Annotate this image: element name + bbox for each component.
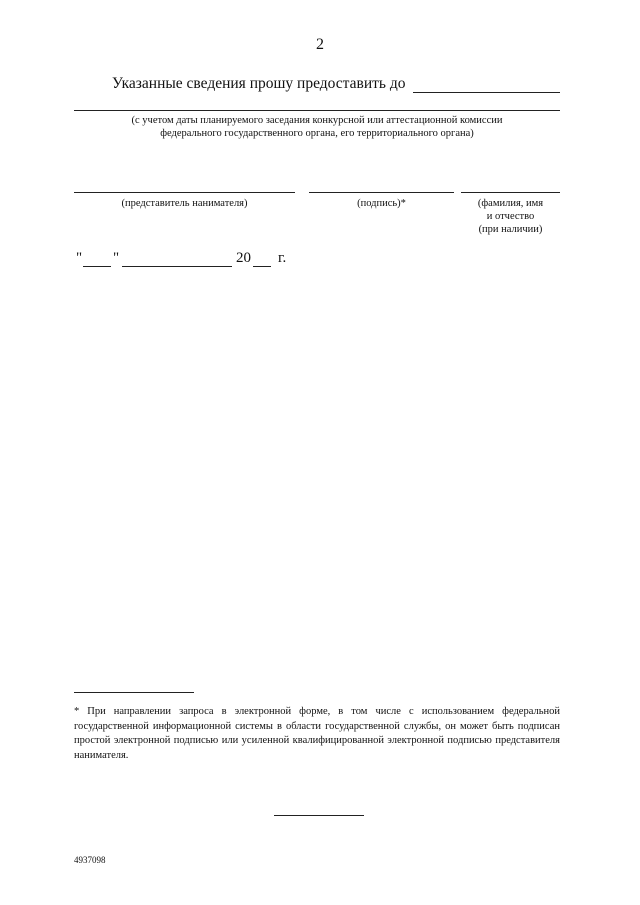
representative-caption: (представитель нанимателя) xyxy=(121,198,248,209)
name-caption xyxy=(461,197,560,236)
deadline-note xyxy=(74,114,560,140)
year-century: 20 xyxy=(236,250,251,266)
name-caption-line-3: (при наличии) xyxy=(478,224,543,235)
name-line xyxy=(461,192,560,193)
year-suffix: г. xyxy=(278,250,287,266)
date-row xyxy=(74,250,314,272)
date-open-quote: " xyxy=(76,250,83,266)
name-caption-line-1: (фамилия, имя xyxy=(477,198,544,209)
page-number: 2 xyxy=(316,36,324,53)
signature-caption: (подпись)* xyxy=(357,198,406,209)
deadline-note-line-2: федерального государственного органа, его территориального органа) xyxy=(160,128,474,139)
signature-line xyxy=(309,192,454,193)
representative-line xyxy=(74,192,295,193)
deadline-label: Указанные сведения прошу предоставить до xyxy=(112,75,406,92)
year-blank-line xyxy=(253,266,271,267)
footnote: * При направлении запроса в электронной форме, в том числе с использованием федеральной государственной информационной системы в области государственной службы, он может быть подписан простой электронной подписью или усиленной квалифицированной электронной подписью представителя нанимателя. xyxy=(74,706,560,761)
date-close-quote: " xyxy=(113,250,120,266)
end-of-document-line xyxy=(274,815,364,816)
name-caption-line-2: и отчество xyxy=(486,211,535,222)
deadline-blank-line xyxy=(413,92,560,93)
deadline-note-line-1: (с учетом даты планируемого заседания конкурсной или аттестационной комиссии xyxy=(131,115,503,126)
footnote-separator xyxy=(74,692,194,693)
document-id: 4937098 xyxy=(74,855,106,865)
month-blank-line xyxy=(122,266,232,267)
deadline-full-width-line xyxy=(74,110,560,111)
day-blank-line xyxy=(83,266,111,267)
